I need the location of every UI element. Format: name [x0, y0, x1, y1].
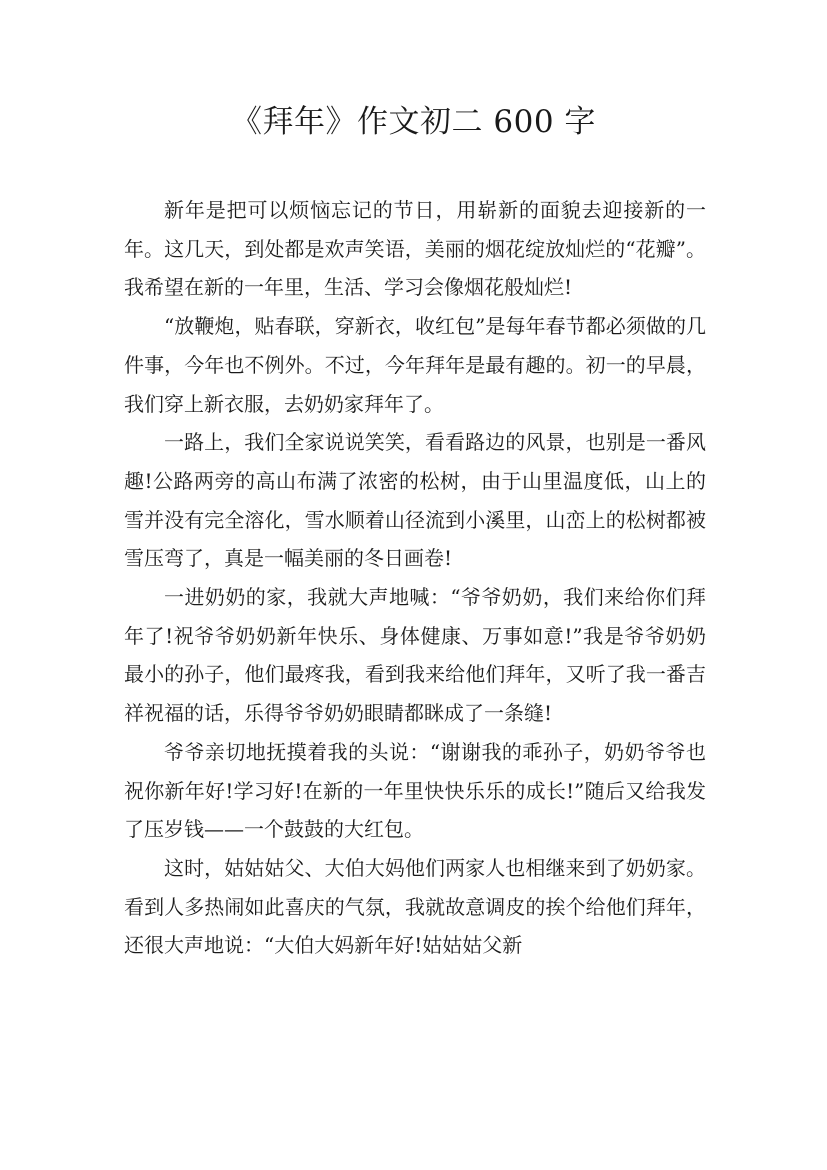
paragraph-4: 一进奶奶的家，我就大声地喊：“爷爷奶奶，我们来给你们拜年了!祝爷爷奶奶新年快乐、身体健康、万事如意!”我是爷爷奶奶最小的孙子，他们最疼我，看到我来给他们拜年，又听了我一番吉祥祝福的话，乐得爷爷奶奶眼睛都眯成了一条缝! [124, 585, 706, 726]
paragraph-1: 新年是把可以烦恼忘记的节日，用崭新的面貌去迎接新的一年。这几天，到处都是欢声笑语，美丽的烟花绽放灿烂的“花瓣”。我希望在新的一年里，生活、学习会像烟花般灿烂! [124, 198, 706, 300]
document-body [124, 191, 706, 965]
document-title: 《拜年》作文初二 600 字 [231, 104, 596, 140]
paragraph-6: 这时，姑姑姑父、大伯大妈他们两家人也相继来到了奶奶家。看到人多热闹如此喜庆的气氛，我就故意调皮的挨个给他们拜年，还很大声地说：“大伯大妈新年好!姑姑姑父新 [124, 855, 706, 958]
paragraph-2: “放鞭炮，贴春联，穿新衣，收红包”是每年春节都必须做的几件事，今年也不例外。不过，今年拜年是最有趣的。初一的早晨，我们穿上新衣服，去奶奶家拜年了。 [124, 314, 706, 416]
paragraph-3: 一路上，我们全家说说笑笑，看看路边的风景，也别是一番风趣!公路两旁的高山布满了浓密的松树，由于山里温度低，山上的雪并没有完全溶化，雪水顺着山径流到小溪里，山峦上的松树都被雪压弯了，真是一幅美丽的冬日画卷! [124, 430, 706, 571]
paragraph-5: 爷爷亲切地抚摸着我的头说：“谢谢我的乖孙子，奶奶爷爷也祝你新年好!学习好!在新的一年里快快乐乐的成长!”随后又给我发了压岁钱——一个鼓鼓的大红包。 [124, 739, 706, 842]
